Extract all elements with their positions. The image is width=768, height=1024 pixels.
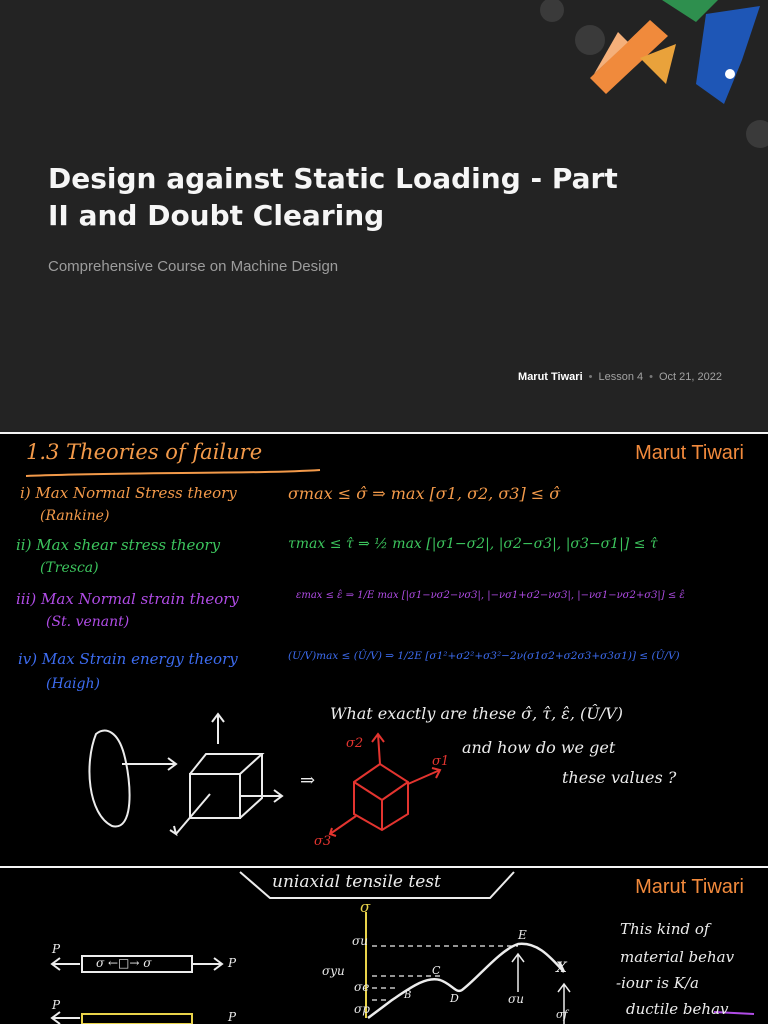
axis-label-sigma: σ (360, 898, 371, 916)
tensile-heading: uniaxial tensile test (272, 872, 441, 892)
load-label-right: P (228, 956, 237, 970)
load-label-left-2: P (52, 998, 61, 1012)
theory-4-formula: (U/V)max ≤ (Û/V) ⇒ 1/2E [σ1²+σ2²+σ3²−2ν(σ1σ2+σ2σ3+σ3σ1)] ≤ (Û/V) (288, 650, 680, 662)
theory-2-author: (Tresca) (40, 560, 99, 576)
lesson-number: Lesson 4 (598, 371, 644, 383)
label-point-d: D (450, 992, 459, 1005)
label-sigma-f: σf (556, 1008, 568, 1021)
label-point-e: E (518, 928, 527, 942)
lesson-date: Oct 21, 2022 (659, 371, 722, 383)
page-title: Design against Static Loading - Part II and Doubt Clearing (48, 162, 618, 232)
label-sigma-u-bottom: σu (508, 992, 524, 1006)
theory-2-label: ii) Max shear stress theory (16, 536, 221, 554)
sigma1-label: σ1 (432, 754, 450, 769)
side-note-line-1: This kind of (620, 920, 710, 938)
load-label-right-2: P (228, 1010, 237, 1024)
body-blob-icon (89, 731, 129, 827)
stress-element-cube-icon (170, 714, 282, 834)
label-sigma-e: σe (354, 980, 370, 994)
theory-3-formula: εmax ≤ ε̂ ⇒ 1/E max [|σ1−νσ2−νσ3|, |−νσ1+σ2−νσ3|, |−νσ1−νσ2+σ3|] ≤ ε̂ (296, 590, 685, 601)
theory-3-label: iii) Max Normal strain theory (16, 590, 239, 608)
load-label-left: P (52, 942, 61, 956)
lesson-meta (518, 371, 722, 383)
sigma3-label: σ3 (314, 834, 332, 849)
separator-dot: • (649, 371, 653, 383)
theory-1-label: i) Max Normal Stress theory (20, 484, 237, 502)
separator-dot: • (588, 371, 593, 383)
author-name: Marut Tiwari (518, 371, 583, 383)
side-note-line-4: ductile behav (626, 1000, 729, 1018)
side-note-line-3: -iour is K/a (616, 974, 699, 992)
implies-arrow: ⇒ (300, 770, 316, 791)
theory-3-author: (St. venant) (46, 614, 130, 630)
course-subtitle: Comprehensive Course on Machine Design (48, 258, 339, 275)
label-fracture-x: X (556, 960, 567, 976)
brand-watermark: Marut Tiwari (635, 442, 744, 464)
rocket-decoration-icon (528, 0, 768, 150)
stress-strain-curve (368, 944, 564, 1018)
theory-2-formula: τmax ≤ τ̂ ⇒ ½ max [|σ1−σ2|, |σ2−σ3|, |σ3−σ1|] ≤ τ̂ (288, 536, 658, 552)
theory-1-author: (Rankine) (40, 508, 110, 524)
question-line-1: What exactly are these σ̂, τ̂, ε̂, (Û/V) (330, 704, 623, 723)
label-sigma-p: σp (354, 1002, 370, 1016)
question-line-2: and how do we get (462, 738, 616, 757)
theory-1-formula: σmax ≤ σ̂ ⇒ max [σ1, σ2, σ3] ≤ σ̂ (288, 484, 561, 503)
theory-4-author: (Haigh) (46, 676, 100, 692)
specimen-label: σ ←□→ σ (96, 956, 152, 970)
title-slide (0, 0, 768, 432)
label-sigma-u: σu (352, 934, 368, 948)
label-sigma-yu: σyu (322, 964, 345, 978)
notes-slide-theories (0, 434, 768, 866)
label-point-c: C (432, 964, 441, 977)
question-line-3: these values ? (562, 768, 677, 787)
sigma2-label: σ2 (346, 736, 364, 751)
notes-slide-tensile-test (0, 868, 768, 1024)
side-note-line-2: material behav (620, 948, 735, 966)
brand-watermark: Marut Tiwari (635, 876, 744, 898)
label-point-b: B (404, 990, 412, 1001)
theory-4-label: iv) Max Strain energy theory (18, 650, 238, 668)
notes-heading: 1.3 Theories of failure (26, 440, 263, 464)
